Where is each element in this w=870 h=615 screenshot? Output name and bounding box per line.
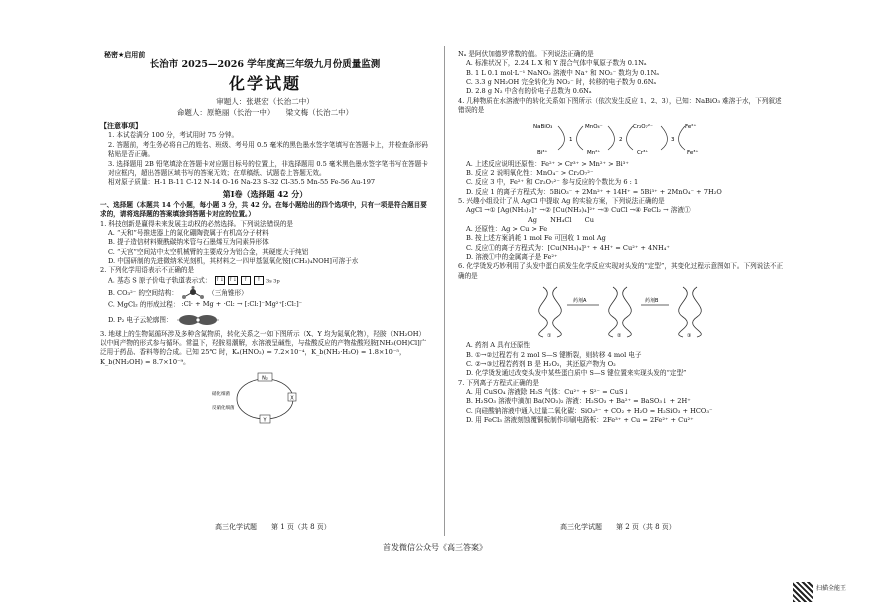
page-1-footer: 高三化学试题 第 1 页（共 8 页） <box>215 523 331 531</box>
reaction-number: 2 <box>619 136 623 143</box>
q2-option-d <box>100 310 430 330</box>
secret-label: 秘密★启用前 <box>104 51 146 59</box>
q1-option-a: A. “天和”号推进器上的氮化硼陶瓷属于有机高分子材料 <box>108 229 269 238</box>
orbital-box: ↑ <box>241 276 251 285</box>
q3-option-d: D. 2.8 g N₂ 中含有的价电子总数为 0.6Nₐ <box>466 87 592 96</box>
notice-item: 2. 答题前，考生务必将自己的姓名、班级、考号用 0.5 毫米的黑色墨水签字笔填写在答题卡上，并检查条形码粘贴是否正确。 <box>108 140 428 159</box>
orbital-box: ↑ <box>254 276 264 285</box>
stage-label: ③ <box>687 333 692 340</box>
q5-option-d: D. 溶液①中的金属离子是 Fe²⁺ <box>466 253 558 262</box>
q4-option-a: A. 上述反应说明还原性：Fe²⁺ > Cr³⁺ > Mn²⁺ > Bi³⁺ <box>466 159 629 168</box>
q6-stem: 6. 化学烫发巧妙利用了头发中蛋白质发生化学反应实现对头发的“定型”，其变化过程示意图如下。下列说法不正确的是 <box>458 262 784 280</box>
q5-option-c: C. 反应①的离子方程式为：[Cu(NH₃)₄]²⁺ + 4H⁺ = Cu²⁺ + 4NH₄⁺ <box>466 243 670 252</box>
q4-stem: 4. 几种物质在水溶液中的转化关系如下图所示（依次发生反应 1、2、3），已知：NaBiO₃ 难溶于水，下列叙述错误的是 <box>458 96 782 115</box>
trigonal-pyramid-icon <box>180 286 206 300</box>
orbital-box: ↑↓ <box>215 276 224 283</box>
q1-option-b: B. 提子造信材料聚酰碳纳米管与石墨烯互为同素异形体 <box>108 238 269 247</box>
q2-b-text: B. CO₃²⁻ 的空间结构： <box>108 288 178 297</box>
subject-title: 化学试题 <box>228 74 301 94</box>
reagent-a-label: 药剂A <box>573 298 587 305</box>
q5-scheme-products: Ag NH₄Cl Cu <box>528 215 594 224</box>
scanner-brand: 扫描全能王 <box>816 585 847 592</box>
q7-option-d: D. 用 FeCl₃ 溶液刻蚀覆铜板制作印刷电路板：2Fe³⁺ + Cu = 2Fe²⁺ + Cu²⁺ <box>466 416 694 425</box>
q7-option-c: C. 向硅酸钠溶液中通入过量二氧化碳：SiO₃²⁻ + CO₂ + H₂O = H₂SiO₃ + HCO₃⁻ <box>466 406 713 415</box>
q3-continued: Nₐ 是阿伏加德罗常数的值。下列说法正确的是 <box>458 50 594 58</box>
notice-title: 【注意事项】 <box>100 121 142 131</box>
q3-option-b: B. 1 L 0.1 mol·L⁻¹ NaNO₂ 溶液中 Na⁺ 和 NO₂⁻ 数均为 0.1Nₐ <box>466 68 659 77</box>
species-label: Cr₂O₇²⁻ <box>633 123 653 130</box>
section-intro: 一、选择题（本题共 14 个小题，每小题 3 分，共 42 分。在每小题给出的四个选项中，只有一项是符合题目要求的，请将选择题的答案填涂到答题卡对应的位置。） <box>100 200 427 219</box>
nitrogen-cycle-diagram <box>210 369 320 427</box>
q2-option-a <box>100 276 430 286</box>
page-2-column <box>458 48 788 425</box>
authors-line: 命题人：原艳丽（长治一中） 梁文梅（长治二中） <box>176 107 354 117</box>
page-1-column <box>100 48 430 429</box>
qr-code-icon <box>793 582 813 602</box>
q5-scheme: AgCl →① [Ag(NH₃)₂]⁺ →② [Cu(NH₃)₄]²⁺ →③ CuCl →④ FeCl₂ → 溶液① <box>466 206 691 215</box>
species-label: Bi³⁺ <box>537 149 548 156</box>
stage-label: ② <box>617 333 622 340</box>
reviewer-line: 审题人：张堪宏（长治二中） <box>216 97 314 107</box>
orbital-labels: 3s 3p <box>265 278 280 285</box>
q2-option-b <box>100 286 430 300</box>
notice-item: 3. 选择题用 2B 铅笔填涂在答题卡对应题目标号的位置上，非选择题用 0.5 毫米黑色墨水签字笔书写在答题卡对应框内，超出答题区域书写的答案无效；在草稿纸、试题卷上答题无效。 <box>108 159 428 177</box>
q2-stem: 2. 下列化学用语表示不正确的是 <box>100 266 195 275</box>
denitrifying-label: 反硝化细菌 <box>212 406 235 412</box>
reaction-number: 3 <box>671 136 675 143</box>
orbital-diagram <box>214 276 266 284</box>
q1-option-d: D. 中国研制的先进微纳米光刻机，其材料之一四甲基氢氧化铵[(CH₃)₄NOH]可溶于水 <box>108 257 359 266</box>
q5-option-a: A. 还原性：Ag > Cu > Fe <box>466 225 548 234</box>
q4-option-d: D. 反应 1 的离子方程式为：5BiO₃⁻ + 2Mn²⁺ + 14H⁺ = 5Bi³⁺ + 2MnO₄⁻ + 7H₂O <box>466 187 722 196</box>
nitrifying-label: 硝化细菌 <box>212 392 230 398</box>
q6-option-d: D. 化学烫发通过改变头发中某些蛋白质中 S—S 键位置来实现头发的“定型” <box>466 369 687 378</box>
q4-option-c: C. 反应 3 中，Fe²⁺ 和 Cr₂O₇²⁻ 参与反应的个数比为 6 : 1 <box>466 178 639 187</box>
exam-title: 长治市 2025—2026 学年度高三年级九月份质量监测 <box>149 59 381 70</box>
q3-option-a: A. 标准状况下，2.24 L X 和 Y 混合气体中氧原子数为 0.1Nₐ <box>466 59 647 68</box>
q5-stem: 5. 兴趣小组设计了从 AgCl 中提取 Ag 的实验方案，下列说法正确的是 <box>458 196 665 205</box>
q3-stem: 3. 地球上的生物氮循环涉及多种含氮物质，转化关系之一如下图所示（X、Y 均为氮氧化物），羟胺（NH₂OH）以中间产物的形式参与循环。常温下，羟胺易潮解，水溶液呈碱性，与盐酸反应的产物盐酸羟胺[NH₃(OH)Cl]广泛用于药品、香料等的合成。已知 25℃ 时，Kₐ(HNO₂) = 7.2×10⁻⁴，K_b(NH₂·H₂O) = 1.8×10⁻⁵，K_b(NH₂OH) = 8.7×10⁻⁹。 <box>100 329 427 366</box>
hair-protein-diagram <box>523 283 723 339</box>
q1-option-c: C. “天宫”空间站中太空机械臂的主要成分为铝合金，其硬度大于纯铝 <box>108 247 309 256</box>
q5-option-b: B. 按上述方案消耗 1 mol Fe 可回收 1 mol Ag <box>466 234 606 243</box>
species-label: Fe²⁺ <box>685 123 697 130</box>
q2-d-text: D. P₂ 电子云轮廓图： <box>108 315 173 324</box>
page-divider <box>444 46 445 536</box>
species-label: Cr³⁺ <box>637 149 649 156</box>
section-title: 第Ⅰ卷（选择题 42 分） <box>222 188 308 199</box>
q7-option-a: A. 用 CuSO₄ 溶液除 H₂S 气体：Cu²⁺ + S²⁻ = CuS↓ <box>466 387 630 396</box>
q2-b-note: （三角锥形） <box>208 288 248 297</box>
q7-option-b: B. H₂SO₃ 溶液中滴加 Ba(NO₃)₂ 溶液：H₂SO₃ + Ba²⁺ = BaSO₃↓ + 2H⁺ <box>466 397 691 406</box>
mgcl2-formation-equation: :Cl· + Mg + ·Cl: → [:Cl:]⁻Mg²⁺[:Cl:]⁻ <box>181 299 303 308</box>
q2-a-text: A. 基态 S 原子价电子轨道表示式： <box>108 276 212 285</box>
source-watermark: 首发微信公众号《高三答案》 <box>383 543 487 552</box>
q6-option-c: C. ②→③过程若药剂 B 是 H₂O₂，其还原产物为 O₂ <box>466 359 616 368</box>
q3-option-c: C. 3.3 g NH₂OH 完全转化为 NO₂⁻ 时，转移的电子数为 0.6Nₐ <box>466 78 657 87</box>
atomic-masses: 相对原子质量：H-1 B-11 C-12 N-14 O-16 Na-23 S-32 Cl-35.5 Mn-55 Fe-56 Au-197 <box>108 178 376 187</box>
stage-label: ① <box>547 333 552 340</box>
species-label: Mn²⁺ <box>587 149 601 156</box>
y-label: Y <box>263 417 267 424</box>
q7-stem: 7. 下列离子方程式正确的是 <box>458 378 539 387</box>
species-label: MnO₄⁻ <box>585 123 603 130</box>
q1-stem: 1. 科技创新是赢得未来发展主动权的必然选择。下列说法错误的是 <box>100 219 294 228</box>
q2-option-c <box>100 300 430 310</box>
q6-option-a: A. 药剂 A 具有还原性 <box>466 341 531 350</box>
species-label: NaBiO₃ <box>533 123 553 130</box>
orbital-box: ↑↓ <box>228 276 237 283</box>
species-label: Fe³⁺ <box>687 149 699 156</box>
q6-option-b: B. ①→②过程若有 2 mol S—S 键断裂，则转移 4 mol 电子 <box>466 350 642 359</box>
notice-item: 1. 本试卷满分 100 分，考试用时 75 分钟。 <box>108 131 239 140</box>
reaction-number: 1 <box>569 136 573 143</box>
q2-c-text: C. MgCl₂ 的形成过程： <box>108 300 180 309</box>
redox-cycle-diagram <box>523 118 723 158</box>
p-orbital-cloud-icon <box>175 310 221 330</box>
x-label: X <box>290 395 294 402</box>
reagent-b-label: 药剂B <box>645 298 659 305</box>
n2-label: N₂ <box>262 375 268 382</box>
q4-option-b: B. 反应 2 说明氧化性：MnO₄⁻ > Cr₂O₇²⁻ <box>466 168 594 177</box>
page-2-footer: 高三化学试题 第 2 页（共 8 页） <box>560 523 676 531</box>
